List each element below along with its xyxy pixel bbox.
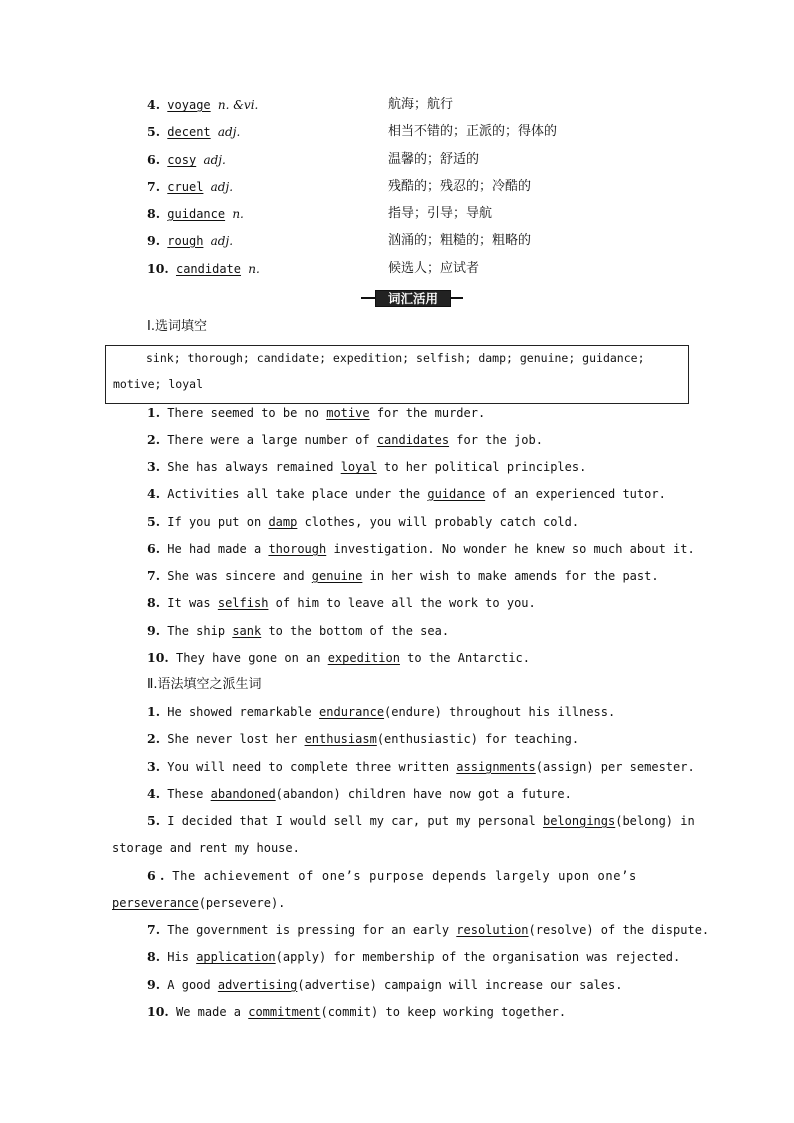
section-banner xyxy=(361,290,463,306)
answer: enthusiasm xyxy=(304,732,377,746)
word-box-line-1: sink; thorough; candidate; expedition; selfish; damp; genuine; guidance; xyxy=(146,351,645,365)
exercise-item: 2. There were a large number of candidates for the job. xyxy=(147,432,543,447)
exercise-item: 4. These abandoned(abandon) children have now got a future. xyxy=(147,786,572,801)
answer: loyal xyxy=(340,460,377,474)
word-box-line-2: motive; loyal xyxy=(113,377,204,391)
section-1-title: Ⅰ.选词填空 xyxy=(147,319,207,334)
vocab-word: guidance xyxy=(167,207,226,221)
vocab-pos: n. &vi. xyxy=(217,98,259,112)
vocab-word: cruel xyxy=(167,180,204,194)
answer: application xyxy=(196,950,276,964)
exercise-item: 9. The ship sank to the bottom of the sea. xyxy=(147,623,450,638)
answer: motive xyxy=(326,406,370,420)
exercise-item: 10. We made a commitment(commit) to keep working together. xyxy=(147,1004,567,1019)
answer: sank xyxy=(232,624,262,638)
vocab-item: 8. guidance n. xyxy=(147,206,244,221)
exercise-item: 5. I decided that I would sell my car, put my personal belongings(belong) in xyxy=(147,813,695,828)
vocab-word: voyage xyxy=(167,98,211,112)
vocab-item: 4. voyage n. &vi. xyxy=(147,97,259,112)
exercise-item: 10. They have gone on an expedition to the Antarctic. xyxy=(147,650,530,665)
exercise-item: 2. She never lost her enthusiasm(enthusiastic) for teaching. xyxy=(147,731,580,746)
answer: expedition xyxy=(327,651,400,665)
exercise-item: 8. It was selfish of him to leave all the work to you. xyxy=(147,595,536,610)
vocab-meaning: 指导；引导；导航 xyxy=(388,206,493,221)
answer: advertising xyxy=(217,978,298,992)
exercise-item: 7. She was sincere and genuine in her wish to make amends for the past. xyxy=(147,568,659,583)
answer: guidance xyxy=(427,487,486,501)
answer: damp xyxy=(268,515,298,529)
vocab-meaning: 相当不错的；正派的；得体的 xyxy=(388,124,558,139)
vocab-item: 6. cosy adj. xyxy=(147,152,226,167)
vocab-meaning: 候选人；应试者 xyxy=(388,261,480,276)
vocab-meaning: 航海；航行 xyxy=(388,97,454,112)
exercise-item: 8. His application(apply) for membership of the organisation was rejected. xyxy=(147,949,681,964)
answer: commitment xyxy=(248,1005,321,1019)
exercise-item: 3. She has always remained loyal to her political principles. xyxy=(147,459,587,474)
section-2-title: Ⅱ.语法填空之派生词 xyxy=(147,677,262,692)
answer: resolution xyxy=(456,923,529,937)
answer: thorough xyxy=(268,542,327,556)
vocab-pos: adj. xyxy=(217,125,241,139)
vocab-item: 5. decent adj. xyxy=(147,124,241,139)
answer: selfish xyxy=(217,596,269,610)
vocab-word: decent xyxy=(167,125,211,139)
vocab-item: 9. rough adj. xyxy=(147,233,234,248)
exercise-item: 1. He showed remarkable endurance(endure) throughout his illness. xyxy=(147,704,616,719)
word-box xyxy=(105,345,689,404)
exercise-item: 9. A good advertising(advertise) campaign will increase our sales. xyxy=(147,977,623,992)
answer: perseverance xyxy=(112,896,199,910)
vocab-word: rough xyxy=(167,234,204,248)
answer: belongings xyxy=(542,814,616,828)
exercise-item: 5. If you put on damp clothes, you will probably catch cold. xyxy=(147,514,580,529)
exercise-item: 6 . The achievement of one’s purpose depends largely upon one’s xyxy=(147,868,637,883)
vocab-pos: n. xyxy=(248,262,260,276)
banner-label: 词汇活用 xyxy=(375,290,451,307)
vocab-meaning: 汹涌的；粗糙的；粗略的 xyxy=(388,233,532,248)
vocab-meaning: 温馨的；舒适的 xyxy=(388,152,480,167)
exercise-item: 7. The government is pressing for an early resolution(resolve) of the dispute. xyxy=(147,922,710,937)
vocab-pos: adj. xyxy=(203,153,226,167)
vocab-item: 10. candidate n. xyxy=(147,261,260,276)
answer: abandoned xyxy=(210,787,276,801)
exercise-item: 4. Activities all take place under the guidance of an experienced tutor. xyxy=(147,486,666,501)
answer: endurance xyxy=(319,705,385,719)
exercise-item: 1. There seemed to be no motive for the murder. xyxy=(147,405,486,420)
exercise-item: 3. You will need to complete three written assignments(assign) per semester. xyxy=(147,759,695,774)
exercise-item-continuation: perseverance(persevere). xyxy=(112,896,286,910)
vocab-word: candidate xyxy=(175,262,242,276)
answer: genuine xyxy=(311,569,363,583)
vocab-meaning: 残酷的；残忍的；冷酷的 xyxy=(388,179,532,194)
vocab-pos: adj. xyxy=(210,180,234,194)
answer: candidates xyxy=(376,433,450,447)
exercise-item-continuation: storage and rent my house. xyxy=(112,841,300,855)
vocab-word: cosy xyxy=(167,153,197,167)
vocab-pos: adj. xyxy=(210,234,234,248)
vocab-pos: n. xyxy=(232,207,244,221)
vocab-item: 7. cruel adj. xyxy=(147,179,234,194)
exercise-item: 6. He had made a thorough investigation. No wonder he knew so much about it. xyxy=(147,541,695,556)
answer: assignments xyxy=(456,760,536,774)
